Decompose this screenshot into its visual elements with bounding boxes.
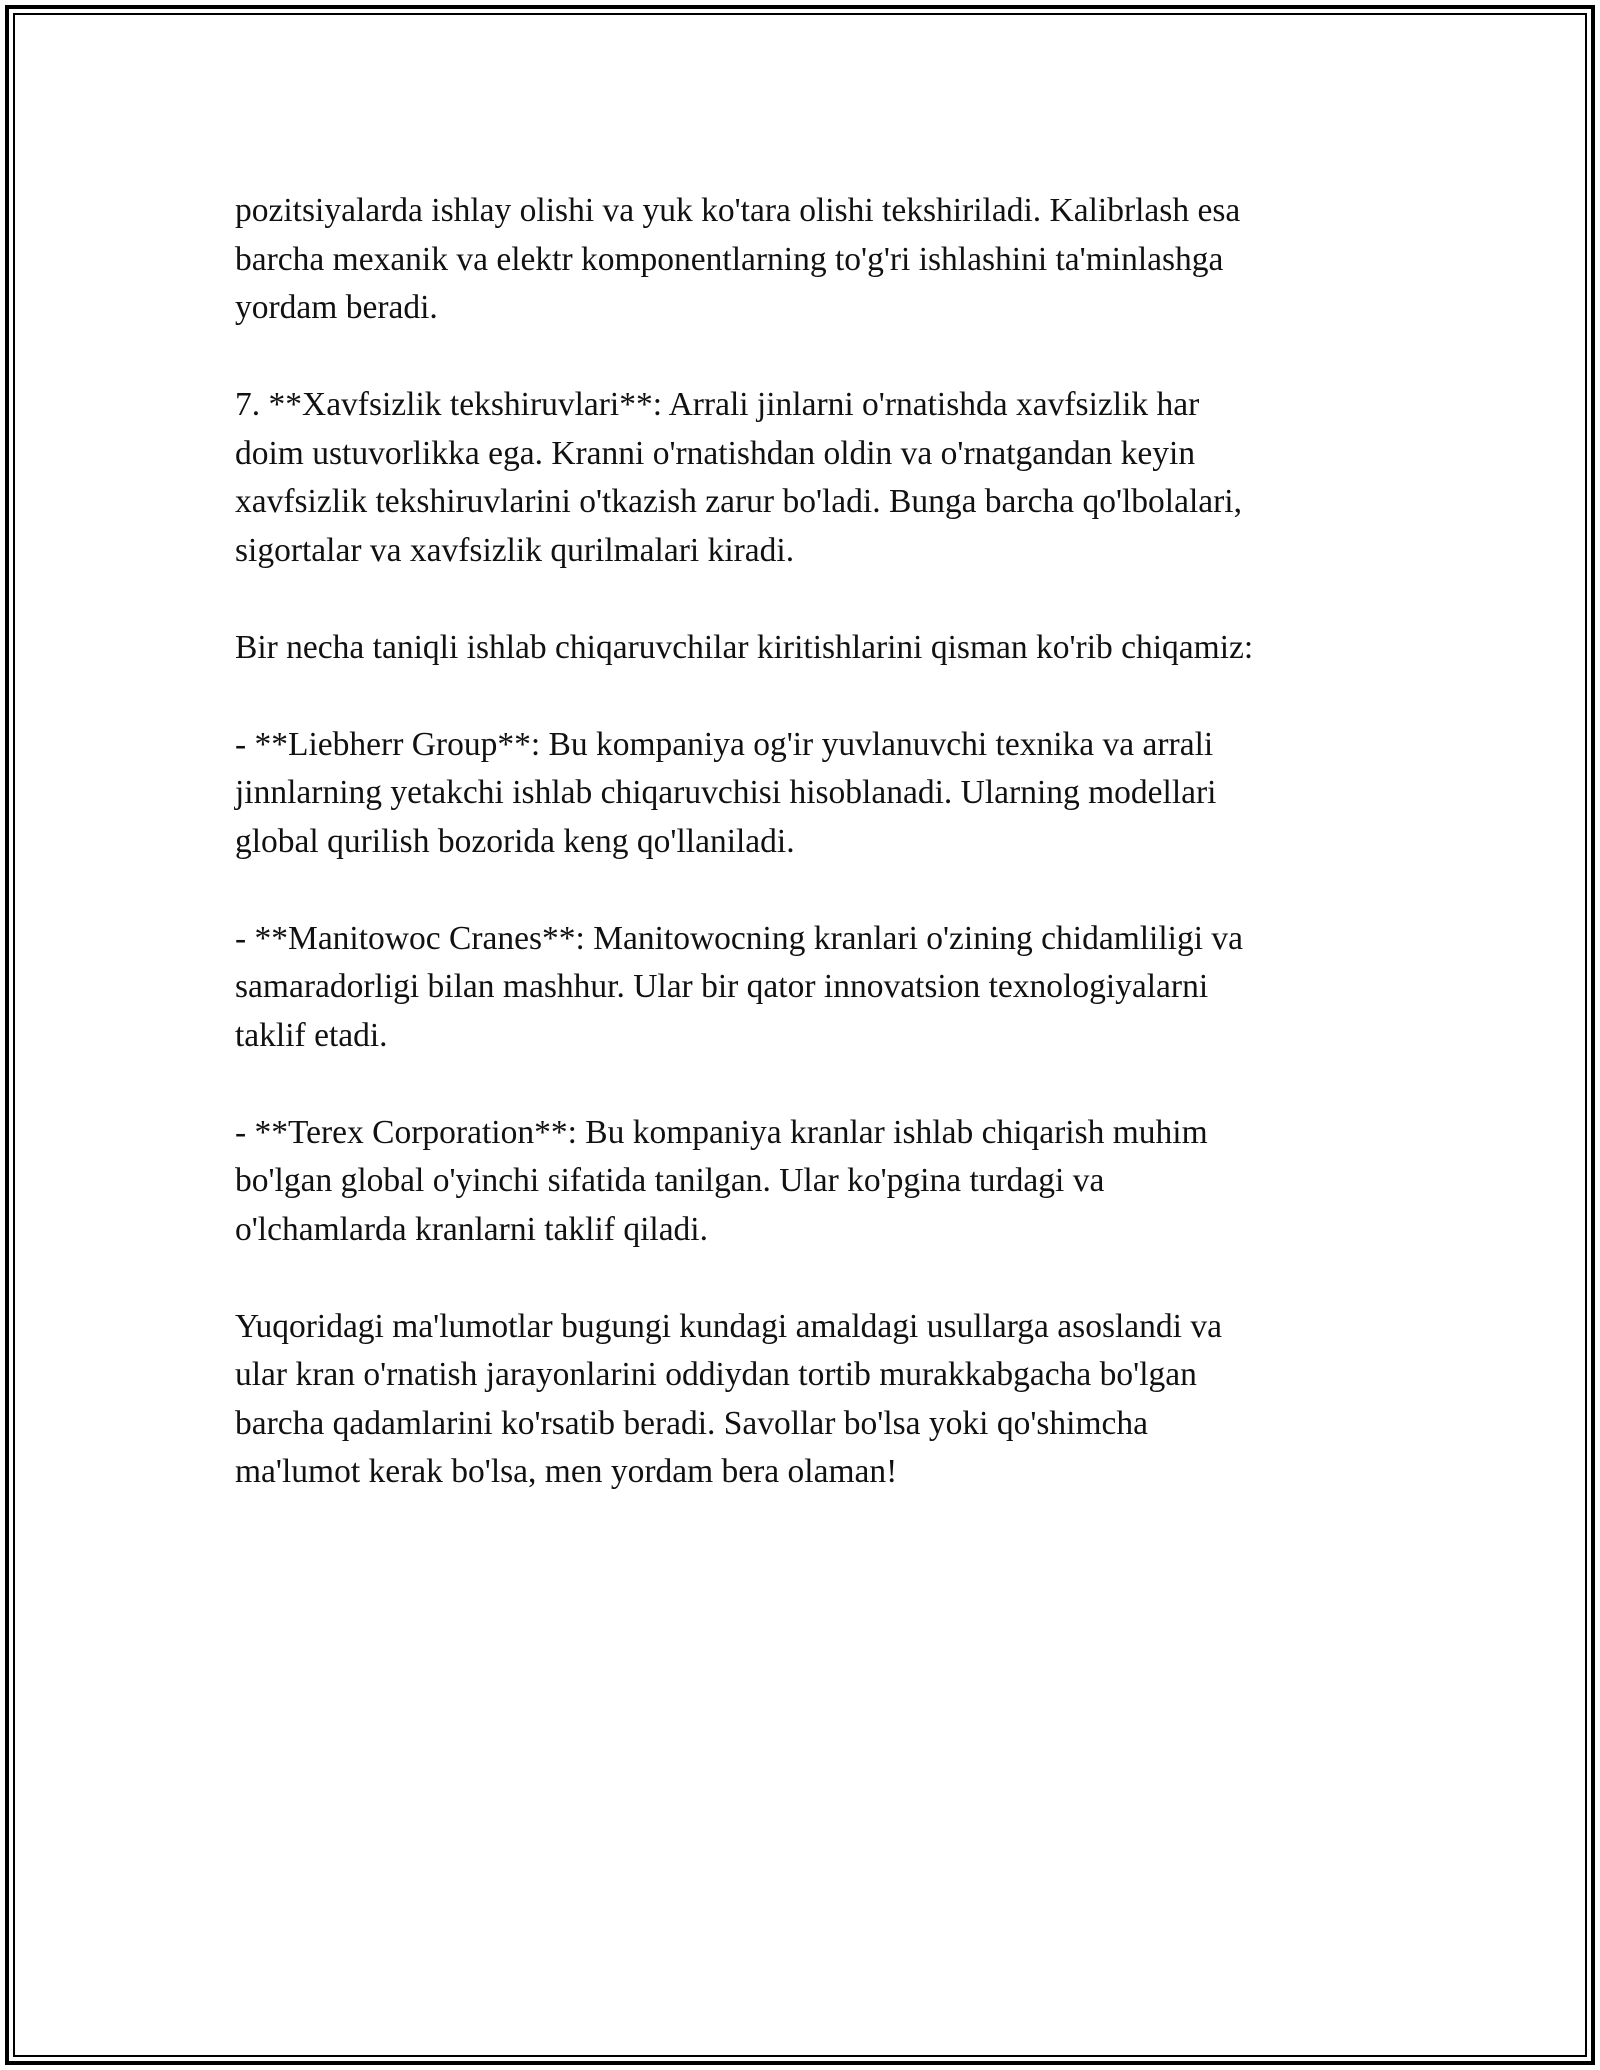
- list-item-manitowoc: - **Manitowoc Cranes**: Manitowocning kranlari o'zining chidamliligi va samaradorligi bilan mashhur. Ular bir qator innovatsion texnologiyalarni taklif etadi.: [235, 919, 1244, 1054]
- paragraph-calibration: pozitsiyalarda ishlay olishi va yuk ko'tara olishi tekshiriladi. Kalibrlash esa barcha mexanik va elektr komponentlarning to'g'ri ishlashini ta'minlashga yordam beradi.: [235, 192, 1241, 326]
- document-body: [235, 187, 1365, 1545]
- paragraph-conclusion: Yuqoridagi ma'lumotlar bugungi kundagi amaldagi usullarga asoslandi va ular kran o'rnatish jarayonlarini oddiydan tortib murakkabgacha bo'lgan barcha qadamlarini ko'rsatib beradi. Savollar bo'lsa yoki qo'shimcha ma'lumot kerak bo'lsa, men yordam bera olaman!: [235, 1307, 1222, 1490]
- paragraph-safety-checks: 7. **Xavfsizlik tekshiruvlari**: Arrali jinlarni o'rnatishda xavfsizlik har doim ustuvorlikka ega. Kranni o'rnatishdan oldin va o'rnatgandan keyin xavfsizlik tekshiruvlarini o'tkazish zarur bo'ladi. Bunga barcha qo'lbolalari, sigortalar va xavfsizlik qurilmalari kiradi.: [235, 386, 1242, 569]
- list-item-liebherr: - **Liebherr Group**: Bu kompaniya og'ir yuvlanuvchi texnika va arrali jinnlarning yetakchi ishlab chiqaruvchisi hisoblanadi. Ularning modellari global qurilish bozorida keng qo'llaniladi.: [235, 725, 1217, 860]
- list-item-terex: - **Terex Corporation**: Bu kompaniya kranlar ishlab chiqarish muhim bo'lgan global o'yinchi sifatida tanilgan. Ular ko'pgina turdagi va o'lchamlarda kranlarni taklif qiladi.: [235, 1113, 1208, 1248]
- paragraph-manufacturers-intro: Bir necha taniqli ishlab chiqaruvchilar kiritishlarini qisman ko'rib chiqamiz:: [235, 628, 1254, 666]
